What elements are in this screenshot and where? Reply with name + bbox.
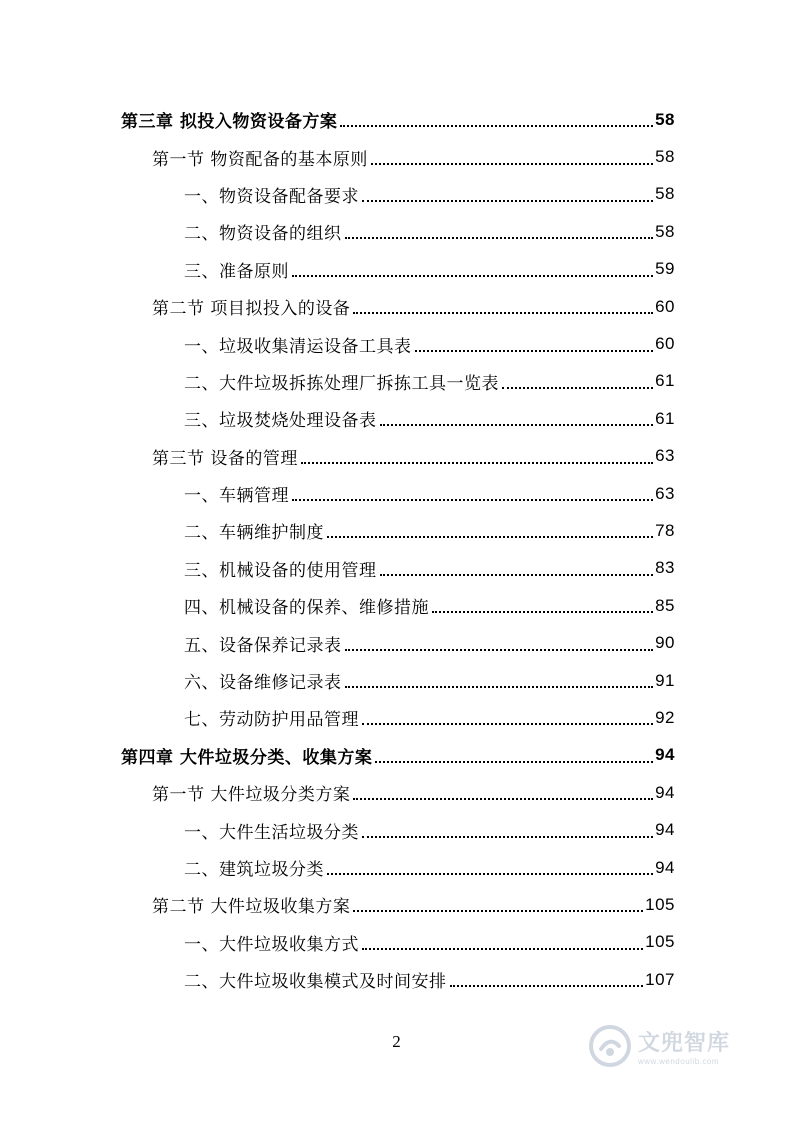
watermark: [588, 1018, 758, 1074]
toc-dot-leader: [327, 872, 653, 875]
toc-entry-label: 六、设备维修记录表: [184, 673, 342, 694]
toc-dot-leader: [292, 274, 653, 277]
toc-dot-leader: [327, 535, 653, 538]
toc-entry-page: 94: [655, 820, 675, 840]
toc-entry-label: 第三节 设备的管理: [152, 448, 298, 469]
toc-entry-label: 一、大件垃圾收集方式: [184, 934, 359, 955]
toc-dot-leader: [432, 610, 653, 613]
toc-entry-label: 第四章 大件垃圾分类、收集方案: [121, 747, 373, 768]
toc-entry[interactable]: [0, 251, 793, 288]
toc-entry[interactable]: [0, 438, 793, 475]
toc-entry-label: 二、大件垃圾拆拣处理厂拆拣工具一览表: [184, 373, 499, 394]
toc-entry-page: 63: [655, 446, 675, 466]
table-of-contents: [0, 101, 793, 998]
toc-entry[interactable]: [0, 849, 793, 886]
toc-entry-page: 105: [645, 932, 675, 952]
toc-entry-label: 七、劳动防护用品管理: [184, 710, 359, 731]
toc-dot-leader: [362, 722, 653, 725]
toc-entry-label: 二、大件垃圾收集模式及时间安排: [184, 972, 447, 993]
toc-entry-page: 105: [645, 894, 675, 914]
toc-entry[interactable]: [0, 961, 793, 998]
toc-entry-label: 二、车辆维护制度: [184, 523, 324, 544]
toc-entry-page: 83: [655, 558, 675, 578]
toc-entry[interactable]: [0, 624, 793, 661]
toc-entry[interactable]: [0, 138, 793, 175]
toc-entry[interactable]: [0, 325, 793, 362]
toc-entry[interactable]: [0, 924, 793, 961]
toc-entry[interactable]: [0, 662, 793, 699]
toc-dot-leader: [502, 386, 653, 389]
toc-dot-leader: [362, 199, 653, 202]
watermark-url: www.wendoulib.com: [638, 1057, 719, 1066]
toc-entry[interactable]: [0, 550, 793, 587]
toc-dot-leader: [292, 498, 653, 501]
toc-entry-label: 一、车辆管理: [184, 486, 289, 507]
toc-entry[interactable]: [0, 699, 793, 736]
toc-entry-page: 60: [655, 296, 675, 316]
toc-entry-label: 三、准备原则: [184, 261, 289, 282]
toc-entry-page: 59: [655, 259, 675, 279]
toc-entry-label: 一、物资设备配备要求: [184, 186, 359, 207]
toc-dot-leader: [371, 162, 653, 165]
page-number: 2: [392, 1032, 401, 1051]
toc-entry-page: 107: [645, 969, 675, 989]
toc-entry-page: 58: [655, 147, 675, 167]
toc-dot-leader: [345, 236, 654, 239]
toc-entry-page: 94: [655, 745, 675, 765]
toc-dot-leader: [353, 909, 643, 912]
toc-dot-leader: [340, 124, 653, 127]
toc-entry-page: 78: [655, 520, 675, 540]
toc-entry[interactable]: [0, 288, 793, 325]
watermark-logo-icon: [588, 1024, 632, 1068]
toc-entry[interactable]: [0, 811, 793, 848]
toc-dot-leader: [362, 835, 653, 838]
toc-entry-page: 90: [655, 633, 675, 653]
toc-dot-leader: [353, 311, 653, 314]
toc-entry-page: 91: [655, 670, 675, 690]
toc-entry-page: 85: [655, 595, 675, 615]
toc-entry[interactable]: [0, 213, 793, 250]
toc-entry[interactable]: [0, 101, 793, 138]
toc-entry-label: 第一节 物资配备的基本原则: [152, 149, 368, 170]
toc-dot-leader: [380, 423, 654, 426]
toc-entry-label: 一、垃圾收集清运设备工具表: [184, 336, 412, 357]
toc-entry-page: 58: [655, 184, 675, 204]
toc-entry-page: 63: [655, 483, 675, 503]
toc-dot-leader: [301, 461, 653, 464]
toc-dot-leader: [450, 984, 644, 987]
toc-entry-label: 第二节 项目拟投入的设备: [152, 299, 351, 320]
toc-dot-leader: [415, 349, 654, 352]
toc-entry-page: 94: [655, 857, 675, 877]
toc-entry-page: 58: [655, 109, 675, 129]
toc-entry[interactable]: [0, 737, 793, 774]
toc-entry-label: 三、机械设备的使用管理: [184, 560, 377, 581]
toc-entry-label: 第一节 大件垃圾分类方案: [152, 785, 351, 806]
watermark-name: 文兜智库: [638, 1031, 731, 1056]
toc-dot-leader: [362, 947, 643, 950]
toc-dot-leader: [345, 685, 654, 688]
toc-entry-label: 二、建筑垃圾分类: [184, 860, 324, 880]
toc-entry[interactable]: [0, 176, 793, 213]
toc-dot-leader: [375, 760, 653, 763]
toc-entry-label: 第二节 大件垃圾收集方案: [152, 897, 351, 918]
toc-entry-page: 60: [655, 334, 675, 354]
toc-entry-label: 二、物资设备的组织: [184, 224, 342, 245]
toc-entry[interactable]: [0, 587, 793, 624]
toc-entry-page: 61: [655, 408, 675, 428]
toc-entry-label: 第三章 拟投入物资设备方案: [121, 112, 338, 133]
toc-entry[interactable]: [0, 475, 793, 512]
toc-entry-label: 五、设备保养记录表: [184, 635, 342, 656]
toc-entry-page: 58: [655, 221, 675, 241]
toc-entry-label: 四、机械设备的保养、维修措施: [184, 598, 429, 619]
toc-entry[interactable]: [0, 400, 793, 437]
toc-entry-page: 94: [655, 782, 675, 802]
toc-entry-page: 61: [655, 371, 675, 391]
toc-entry-page: 92: [655, 707, 675, 727]
toc-dot-leader: [345, 648, 654, 651]
toc-entry[interactable]: [0, 363, 793, 400]
toc-entry-label: 三、垃圾焚烧处理设备表: [184, 411, 377, 432]
toc-entry[interactable]: [0, 512, 793, 549]
toc-entry[interactable]: [0, 886, 793, 923]
toc-dot-leader: [380, 573, 654, 576]
toc-dot-leader: [353, 797, 653, 800]
toc-entry-label: 一、大件生活垃圾分类: [184, 822, 359, 843]
toc-entry[interactable]: [0, 774, 793, 811]
